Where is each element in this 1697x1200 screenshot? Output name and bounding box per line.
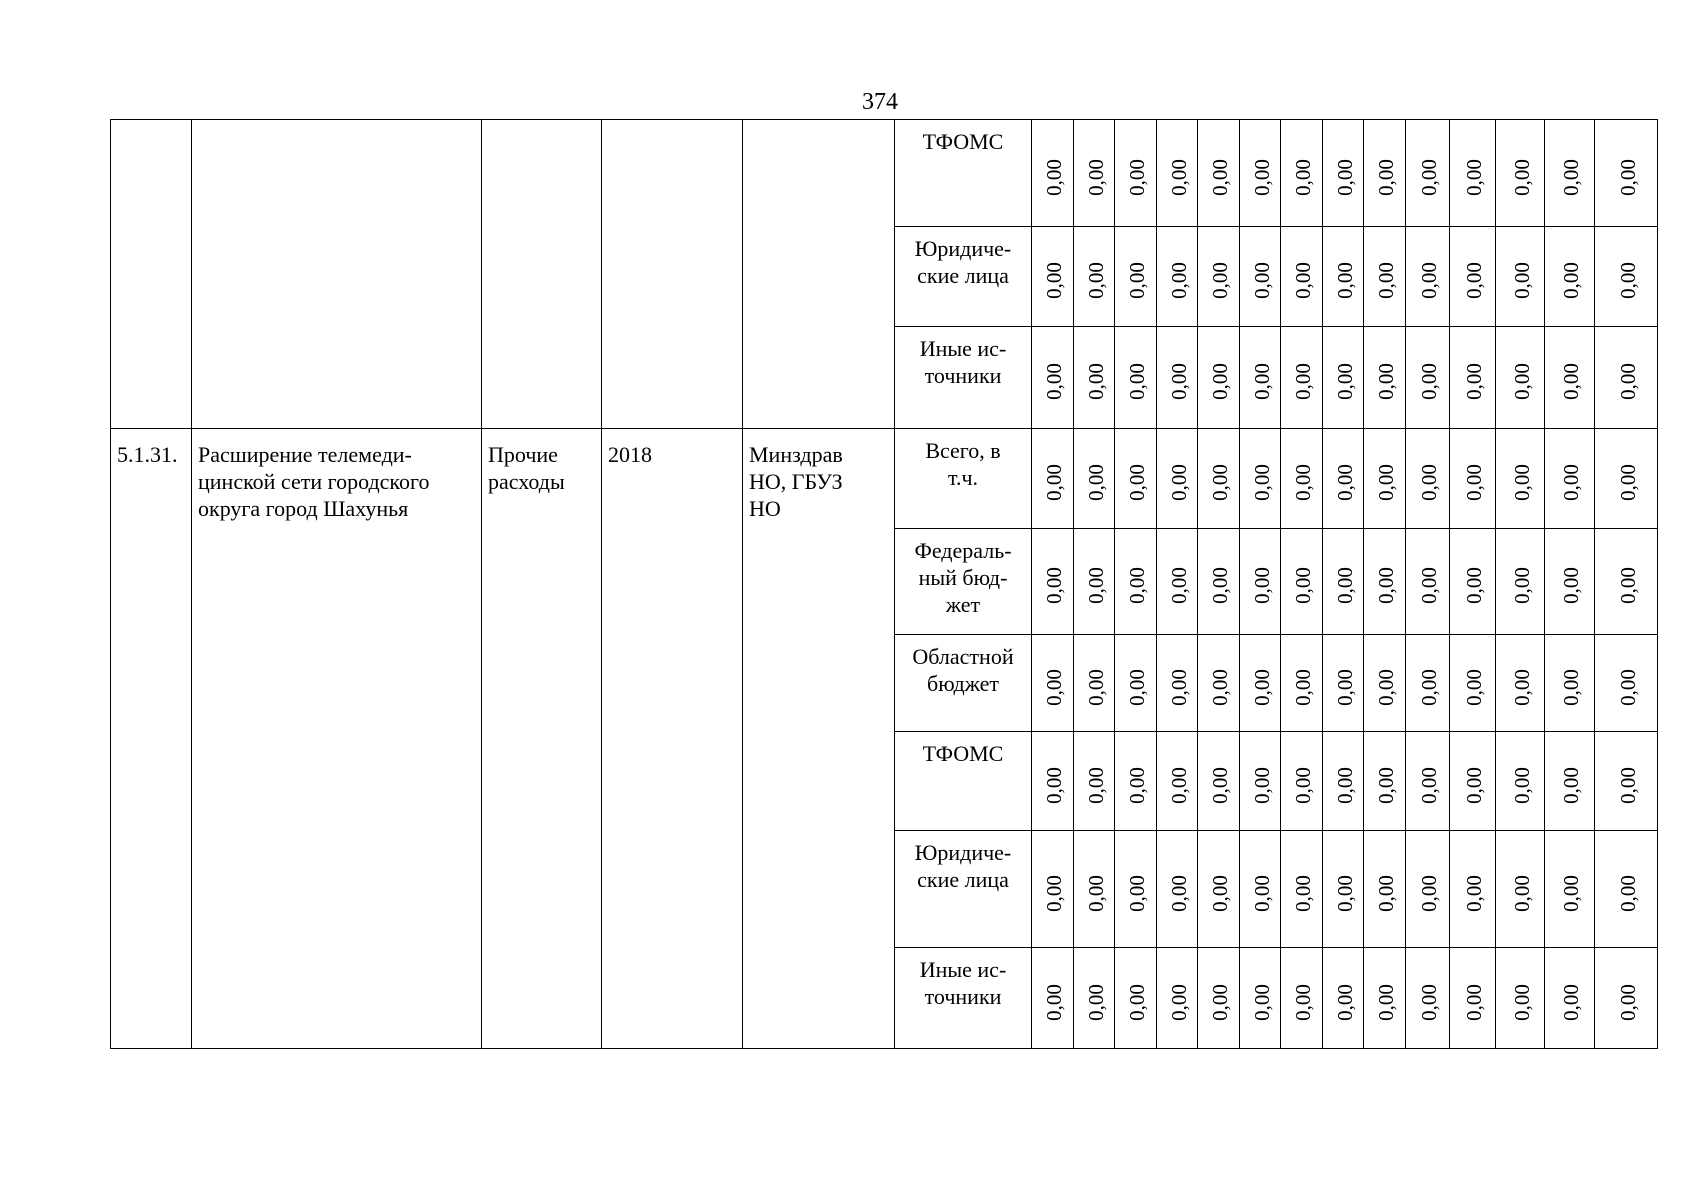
amount-cell bbox=[1115, 732, 1157, 831]
name-cell bbox=[192, 120, 482, 429]
amount-cell bbox=[1198, 327, 1240, 429]
amount-cell bbox=[1364, 227, 1406, 327]
amount-value: 0,00 bbox=[1374, 766, 1398, 804]
amount-cell bbox=[1364, 948, 1406, 1049]
amount-cell bbox=[1198, 948, 1240, 1049]
amount-value: 0,00 bbox=[1208, 464, 1232, 501]
amount-cell bbox=[1496, 635, 1545, 732]
amount-cell bbox=[1323, 429, 1364, 529]
amount-cell bbox=[1032, 429, 1074, 529]
amount-value: 0,00 bbox=[1559, 766, 1583, 804]
amount-cell bbox=[1496, 429, 1545, 529]
amount-cell bbox=[1545, 948, 1595, 1049]
amount-value: 0,00 bbox=[1083, 262, 1108, 299]
amount-value: 0,00 bbox=[1374, 668, 1398, 706]
amount-value: 0,00 bbox=[1332, 158, 1357, 196]
amount-value: 0,00 bbox=[1249, 766, 1274, 804]
amount-cell bbox=[1545, 120, 1595, 227]
amount-cell bbox=[1074, 227, 1115, 327]
funding-source-cell: ТФОМС bbox=[895, 120, 1032, 227]
amount-cell bbox=[1074, 529, 1115, 635]
amount-cell bbox=[1595, 529, 1658, 635]
expense-type-cell: Прочие расходы bbox=[482, 429, 602, 1049]
year-cell: 2018 bbox=[602, 429, 743, 1049]
amount-cell bbox=[1074, 327, 1115, 429]
amount-value: 0,00 bbox=[1374, 262, 1398, 299]
amount-value: 0,00 bbox=[1509, 766, 1534, 804]
amount-value: 0,00 bbox=[1615, 766, 1640, 804]
amount-cell bbox=[1545, 529, 1595, 635]
amount-value: 0,00 bbox=[1509, 983, 1534, 1021]
amount-value: 0,00 bbox=[1166, 158, 1191, 196]
amount-value: 0,00 bbox=[1291, 158, 1315, 196]
amount-cell bbox=[1364, 429, 1406, 529]
amount-value: 0,00 bbox=[1291, 567, 1315, 604]
amount-value: 0,00 bbox=[1166, 983, 1191, 1021]
amount-value: 0,00 bbox=[1559, 158, 1583, 196]
amount-value: 0,00 bbox=[1208, 766, 1232, 804]
amount-value: 0,00 bbox=[1042, 158, 1066, 196]
amount-cell bbox=[1323, 227, 1364, 327]
amount-cell bbox=[1364, 831, 1406, 948]
amount-cell bbox=[1115, 120, 1157, 227]
amount-cell bbox=[1595, 831, 1658, 948]
amount-cell bbox=[1450, 635, 1496, 732]
amount-value: 0,00 bbox=[1249, 567, 1274, 604]
amount-cell bbox=[1240, 948, 1281, 1049]
amount-cell bbox=[1032, 327, 1074, 429]
amount-cell bbox=[1157, 635, 1198, 732]
amount-value: 0,00 bbox=[1417, 567, 1441, 604]
amount-value: 0,00 bbox=[1615, 874, 1640, 912]
amount-cell bbox=[1595, 732, 1658, 831]
amount-value: 0,00 bbox=[1125, 464, 1149, 501]
amount-value: 0,00 bbox=[1417, 766, 1441, 804]
amount-cell bbox=[1545, 732, 1595, 831]
amount-cell bbox=[1323, 529, 1364, 635]
amount-value: 0,00 bbox=[1462, 363, 1486, 400]
amount-value: 0,00 bbox=[1615, 668, 1640, 706]
number-cell bbox=[111, 120, 192, 429]
amount-value: 0,00 bbox=[1374, 567, 1398, 604]
amount-value: 0,00 bbox=[1208, 262, 1232, 299]
amount-value: 0,00 bbox=[1374, 464, 1398, 501]
amount-value: 0,00 bbox=[1462, 668, 1486, 706]
amount-cell bbox=[1496, 732, 1545, 831]
funding-source-cell: Областной бюджет bbox=[895, 635, 1032, 732]
amount-cell bbox=[1157, 429, 1198, 529]
amount-cell bbox=[1281, 831, 1323, 948]
amount-cell bbox=[1074, 948, 1115, 1049]
amount-cell bbox=[1157, 227, 1198, 327]
amount-value: 0,00 bbox=[1208, 874, 1232, 912]
table-row bbox=[111, 429, 1658, 529]
amount-value: 0,00 bbox=[1509, 464, 1534, 501]
amount-value: 0,00 bbox=[1208, 668, 1232, 706]
amount-cell bbox=[1323, 635, 1364, 732]
amount-value: 0,00 bbox=[1042, 668, 1066, 706]
amount-cell bbox=[1157, 948, 1198, 1049]
amount-cell bbox=[1281, 120, 1323, 227]
amount-cell bbox=[1281, 529, 1323, 635]
amount-cell bbox=[1074, 732, 1115, 831]
amount-cell bbox=[1406, 529, 1450, 635]
amount-cell bbox=[1450, 227, 1496, 327]
amount-value: 0,00 bbox=[1559, 567, 1583, 604]
table-row bbox=[111, 120, 1658, 227]
amount-value: 0,00 bbox=[1083, 464, 1108, 501]
amount-cell bbox=[1323, 327, 1364, 429]
amount-cell bbox=[1281, 227, 1323, 327]
amount-cell bbox=[1157, 120, 1198, 227]
amount-value: 0,00 bbox=[1291, 983, 1315, 1021]
amount-value: 0,00 bbox=[1291, 766, 1315, 804]
amount-value: 0,00 bbox=[1559, 874, 1583, 912]
amount-value: 0,00 bbox=[1615, 158, 1640, 196]
amount-value: 0,00 bbox=[1462, 567, 1486, 604]
amount-cell bbox=[1496, 120, 1545, 227]
amount-value: 0,00 bbox=[1291, 464, 1315, 501]
amount-value: 0,00 bbox=[1083, 766, 1108, 804]
amount-value: 0,00 bbox=[1417, 464, 1441, 501]
amount-cell bbox=[1074, 831, 1115, 948]
amount-value: 0,00 bbox=[1559, 464, 1583, 501]
amount-cell bbox=[1032, 529, 1074, 635]
amount-cell bbox=[1364, 529, 1406, 635]
item-number-cell: 5.1.31. bbox=[111, 429, 192, 1049]
amount-cell bbox=[1281, 429, 1323, 529]
amount-cell bbox=[1406, 227, 1450, 327]
amount-value: 0,00 bbox=[1125, 766, 1149, 804]
amount-cell bbox=[1115, 227, 1157, 327]
funding-source-cell: Юридиче- ские лица bbox=[895, 227, 1032, 327]
funding-table bbox=[110, 119, 1658, 1049]
amount-cell bbox=[1198, 227, 1240, 327]
amount-cell bbox=[1115, 327, 1157, 429]
amount-value: 0,00 bbox=[1374, 158, 1398, 196]
amount-value: 0,00 bbox=[1374, 363, 1398, 400]
amount-value: 0,00 bbox=[1417, 983, 1441, 1021]
amount-cell bbox=[1450, 831, 1496, 948]
amount-value: 0,00 bbox=[1125, 983, 1149, 1021]
funding-source-cell: Всего, в т.ч. bbox=[895, 429, 1032, 529]
funding-source-cell: Юридиче- ские лица bbox=[895, 831, 1032, 948]
amount-value: 0,00 bbox=[1166, 464, 1191, 501]
amount-cell bbox=[1406, 948, 1450, 1049]
executor-cell: Минздрав НО, ГБУЗ НО bbox=[743, 429, 895, 1049]
amount-value: 0,00 bbox=[1208, 363, 1232, 400]
amount-value: 0,00 bbox=[1615, 567, 1640, 604]
amount-value: 0,00 bbox=[1462, 464, 1486, 501]
amount-value: 0,00 bbox=[1615, 983, 1640, 1021]
amount-value: 0,00 bbox=[1249, 874, 1274, 912]
amount-cell bbox=[1240, 635, 1281, 732]
amount-cell bbox=[1450, 327, 1496, 429]
amount-value: 0,00 bbox=[1417, 262, 1441, 299]
amount-value: 0,00 bbox=[1332, 363, 1357, 400]
amount-cell bbox=[1281, 732, 1323, 831]
amount-cell bbox=[1032, 948, 1074, 1049]
amount-value: 0,00 bbox=[1417, 363, 1441, 400]
amount-cell bbox=[1595, 429, 1658, 529]
amount-cell bbox=[1032, 635, 1074, 732]
amount-cell bbox=[1450, 429, 1496, 529]
amount-cell bbox=[1115, 529, 1157, 635]
amount-value: 0,00 bbox=[1166, 668, 1191, 706]
amount-cell bbox=[1406, 635, 1450, 732]
amount-cell bbox=[1032, 227, 1074, 327]
amount-cell bbox=[1240, 831, 1281, 948]
amount-cell bbox=[1198, 635, 1240, 732]
amount-cell bbox=[1240, 120, 1281, 227]
amount-value: 0,00 bbox=[1509, 668, 1534, 706]
amount-cell bbox=[1240, 529, 1281, 635]
amount-value: 0,00 bbox=[1509, 363, 1534, 400]
amount-cell bbox=[1323, 831, 1364, 948]
amount-cell bbox=[1323, 948, 1364, 1049]
amount-cell bbox=[1450, 948, 1496, 1049]
amount-cell bbox=[1323, 120, 1364, 227]
amount-cell bbox=[1198, 732, 1240, 831]
amount-cell bbox=[1545, 831, 1595, 948]
amount-value: 0,00 bbox=[1042, 874, 1066, 912]
amount-value: 0,00 bbox=[1332, 567, 1357, 604]
amount-value: 0,00 bbox=[1208, 567, 1232, 604]
amount-value: 0,00 bbox=[1615, 262, 1640, 299]
amount-value: 0,00 bbox=[1125, 668, 1149, 706]
amount-value: 0,00 bbox=[1125, 262, 1149, 299]
amount-cell bbox=[1240, 429, 1281, 529]
amount-value: 0,00 bbox=[1374, 874, 1398, 912]
amount-cell bbox=[1496, 529, 1545, 635]
amount-cell bbox=[1157, 831, 1198, 948]
amount-cell bbox=[1496, 327, 1545, 429]
amount-value: 0,00 bbox=[1462, 262, 1486, 299]
amount-value: 0,00 bbox=[1559, 668, 1583, 706]
amount-cell bbox=[1595, 635, 1658, 732]
amount-cell bbox=[1595, 120, 1658, 227]
amount-value: 0,00 bbox=[1125, 567, 1149, 604]
amount-value: 0,00 bbox=[1042, 363, 1066, 400]
amount-value: 0,00 bbox=[1509, 158, 1534, 196]
amount-cell bbox=[1406, 327, 1450, 429]
amount-value: 0,00 bbox=[1462, 158, 1486, 196]
amount-value: 0,00 bbox=[1559, 262, 1583, 299]
amount-value: 0,00 bbox=[1042, 567, 1066, 604]
amount-cell bbox=[1115, 948, 1157, 1049]
amount-value: 0,00 bbox=[1509, 874, 1534, 912]
amount-cell bbox=[1364, 120, 1406, 227]
amount-cell bbox=[1240, 327, 1281, 429]
amount-cell bbox=[1281, 635, 1323, 732]
amount-cell bbox=[1545, 327, 1595, 429]
amount-cell bbox=[1406, 732, 1450, 831]
amount-value: 0,00 bbox=[1166, 262, 1191, 299]
amount-cell bbox=[1115, 429, 1157, 529]
amount-cell bbox=[1240, 732, 1281, 831]
amount-value: 0,00 bbox=[1332, 874, 1357, 912]
amount-cell bbox=[1364, 635, 1406, 732]
item-name-cell: Расширение телемеди- цинской сети городского округа город Шахунья bbox=[192, 429, 482, 1049]
amount-value: 0,00 bbox=[1249, 983, 1274, 1021]
amount-cell bbox=[1115, 831, 1157, 948]
amount-cell bbox=[1198, 120, 1240, 227]
amount-value: 0,00 bbox=[1332, 766, 1357, 804]
amount-value: 0,00 bbox=[1083, 567, 1108, 604]
expense-type-cell bbox=[482, 120, 602, 429]
amount-value: 0,00 bbox=[1042, 766, 1066, 804]
amount-cell bbox=[1496, 948, 1545, 1049]
amount-cell bbox=[1545, 635, 1595, 732]
funding-source-cell: Федераль- ный бюд- жет bbox=[895, 529, 1032, 635]
amount-value: 0,00 bbox=[1083, 158, 1108, 196]
amount-value: 0,00 bbox=[1208, 158, 1232, 196]
amount-value: 0,00 bbox=[1166, 363, 1191, 400]
amount-value: 0,00 bbox=[1125, 874, 1149, 912]
amount-cell bbox=[1198, 831, 1240, 948]
amount-cell bbox=[1406, 831, 1450, 948]
amount-value: 0,00 bbox=[1083, 983, 1108, 1021]
amount-cell bbox=[1198, 429, 1240, 529]
amount-cell bbox=[1406, 120, 1450, 227]
amount-value: 0,00 bbox=[1083, 874, 1108, 912]
amount-cell bbox=[1157, 529, 1198, 635]
amount-cell bbox=[1323, 732, 1364, 831]
amount-value: 0,00 bbox=[1374, 983, 1398, 1021]
amount-cell bbox=[1198, 529, 1240, 635]
amount-cell bbox=[1496, 227, 1545, 327]
amount-cell bbox=[1074, 120, 1115, 227]
amount-cell bbox=[1157, 327, 1198, 429]
amount-value: 0,00 bbox=[1417, 874, 1441, 912]
amount-value: 0,00 bbox=[1291, 668, 1315, 706]
amount-cell bbox=[1595, 948, 1658, 1049]
amount-value: 0,00 bbox=[1249, 158, 1274, 196]
amount-value: 0,00 bbox=[1615, 363, 1640, 400]
amount-value: 0,00 bbox=[1291, 363, 1315, 400]
amount-cell bbox=[1240, 227, 1281, 327]
amount-value: 0,00 bbox=[1417, 158, 1441, 196]
amount-cell bbox=[1115, 635, 1157, 732]
amount-value: 0,00 bbox=[1332, 983, 1357, 1021]
amount-value: 0,00 bbox=[1125, 363, 1149, 400]
amount-cell bbox=[1450, 732, 1496, 831]
amount-cell bbox=[1364, 732, 1406, 831]
amount-value: 0,00 bbox=[1462, 766, 1486, 804]
amount-value: 0,00 bbox=[1249, 262, 1274, 299]
amount-cell bbox=[1032, 732, 1074, 831]
amount-value: 0,00 bbox=[1042, 464, 1066, 501]
amount-value: 0,00 bbox=[1166, 874, 1191, 912]
amount-value: 0,00 bbox=[1509, 262, 1534, 299]
amount-value: 0,00 bbox=[1509, 567, 1534, 604]
amount-cell bbox=[1496, 831, 1545, 948]
amount-cell bbox=[1595, 327, 1658, 429]
funding-source-cell: Иные ис- точники bbox=[895, 948, 1032, 1049]
amount-value: 0,00 bbox=[1042, 983, 1066, 1021]
amount-value: 0,00 bbox=[1125, 158, 1149, 196]
amount-cell bbox=[1074, 429, 1115, 529]
amount-cell bbox=[1281, 948, 1323, 1049]
amount-value: 0,00 bbox=[1291, 874, 1315, 912]
amount-value: 0,00 bbox=[1083, 668, 1108, 706]
amount-value: 0,00 bbox=[1208, 983, 1232, 1021]
amount-value: 0,00 bbox=[1249, 464, 1274, 501]
amount-value: 0,00 bbox=[1166, 567, 1191, 604]
amount-value: 0,00 bbox=[1332, 464, 1357, 501]
amount-value: 0,00 bbox=[1462, 983, 1486, 1021]
amount-value: 0,00 bbox=[1559, 363, 1583, 400]
amount-cell bbox=[1595, 227, 1658, 327]
amount-cell bbox=[1450, 529, 1496, 635]
amount-value: 0,00 bbox=[1462, 874, 1486, 912]
amount-cell bbox=[1074, 635, 1115, 732]
year-cell bbox=[602, 120, 743, 429]
amount-cell bbox=[1032, 831, 1074, 948]
amount-cell bbox=[1545, 429, 1595, 529]
amount-value: 0,00 bbox=[1166, 766, 1191, 804]
amount-cell bbox=[1032, 120, 1074, 227]
amount-cell bbox=[1364, 327, 1406, 429]
amount-cell bbox=[1450, 120, 1496, 227]
funding-source-cell: Иные ис- точники bbox=[895, 327, 1032, 429]
amount-value: 0,00 bbox=[1249, 363, 1274, 400]
amount-value: 0,00 bbox=[1417, 668, 1441, 706]
amount-cell bbox=[1157, 732, 1198, 831]
page-number: 374 bbox=[862, 89, 898, 115]
amount-cell bbox=[1545, 227, 1595, 327]
amount-value: 0,00 bbox=[1615, 464, 1640, 501]
amount-value: 0,00 bbox=[1559, 983, 1583, 1021]
amount-value: 0,00 bbox=[1332, 668, 1357, 706]
executor-cell bbox=[743, 120, 895, 429]
amount-value: 0,00 bbox=[1291, 262, 1315, 299]
amount-value: 0,00 bbox=[1332, 262, 1357, 299]
amount-cell bbox=[1281, 327, 1323, 429]
amount-value: 0,00 bbox=[1042, 262, 1066, 299]
amount-value: 0,00 bbox=[1083, 363, 1108, 400]
amount-cell bbox=[1406, 429, 1450, 529]
funding-source-cell: ТФОМС bbox=[895, 732, 1032, 831]
amount-value: 0,00 bbox=[1249, 668, 1274, 706]
